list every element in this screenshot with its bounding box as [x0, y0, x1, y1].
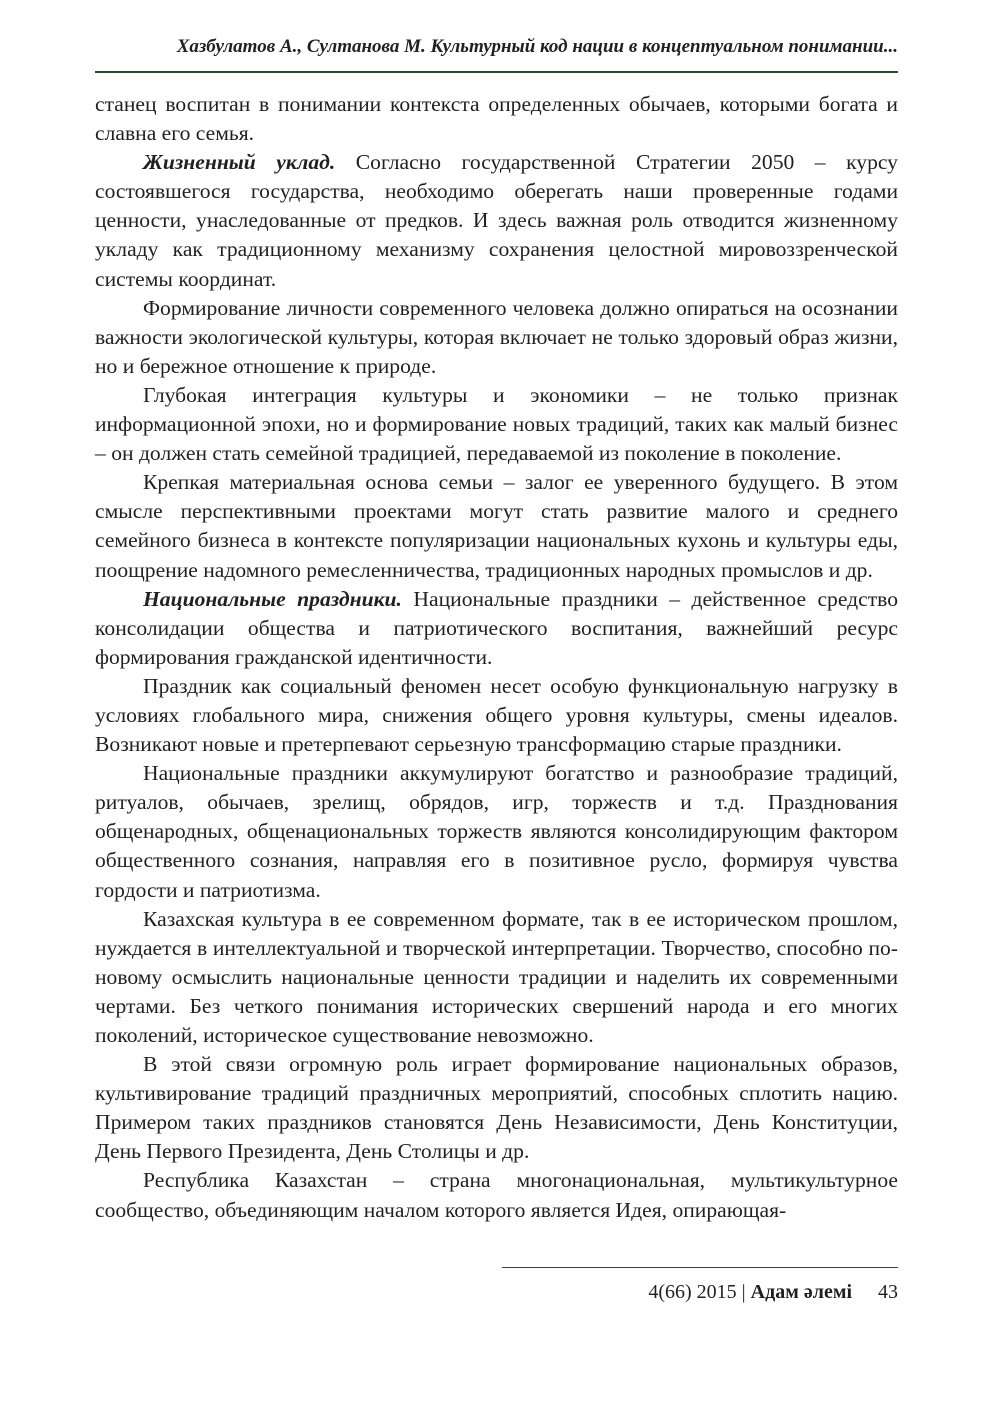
paragraph	[95, 672, 898, 759]
paragraph	[95, 148, 898, 293]
paragraph-text: станец воспитан в понимании контекста определенных обычаев, которыми богата и славна его семья.	[95, 92, 898, 146]
paragraph	[95, 90, 898, 148]
section-lead: Национальные праздники.	[143, 586, 402, 611]
paragraph-text: В этой связи огромную роль играет формирование национальных образов, культивирование традиций праздничных мероприятий, способных сплотить нацию. Примером таких праздников становятся День Независимости, День Конституции, День Первого Президента, День Столицы и др.	[95, 1052, 898, 1164]
paragraph	[95, 468, 898, 584]
paragraph	[95, 294, 898, 381]
article-body	[95, 90, 898, 1225]
footer-divider	[502, 1267, 898, 1268]
paragraph-text: Праздник как социальный феномен несет особую функциональную нагрузку в условиях глобального мира, снижения общего уровня культуры, смены идеалов. Возникают новые и претерпевают серьезную трансформацию старые праздники.	[95, 673, 898, 757]
page-footer	[502, 1278, 898, 1306]
paragraph-text: Крепкая материальная основа семьи – залог ее уверенного будущего. В этом смысле перспективными проектами могут стать развитие малого и среднего семейного бизнеса в контексте популяризации национальных кухонь и культуры еды, поощрение надомного ремесленничества, традиционных народных промыслов и др.	[95, 470, 898, 582]
paragraph-text: Согласно государственной Стратегии 2050 – курсу состоявшегося государства, необходимо оберегать наши проверенные годами ценности, унаследованные от предков. И здесь важная роль отводится жизненному укладу как традиционному механизму сохранения целостной мировоззренческой системы координат.	[95, 150, 898, 291]
section-lead: Жизненный уклад.	[143, 150, 336, 175]
paragraph	[95, 585, 898, 672]
paragraph	[95, 759, 898, 904]
paragraph	[95, 1166, 898, 1224]
issue-number: 4(66) 2015 |	[648, 1281, 751, 1303]
header-divider	[95, 71, 898, 73]
paragraph	[95, 381, 898, 468]
running-header	[95, 34, 898, 60]
running-title: Хазбулатов А., Султанова М. Культурный код нации в концептуальном понимании...	[176, 36, 898, 57]
page-number: 43	[878, 1281, 898, 1303]
journal-title: Адам әлемі	[750, 1281, 852, 1303]
paragraph-text: Формирование личности современного человека должно опираться на осознании важности экологической культуры, которая включает не только здоровый образ жизни, но и бережное отношение к природе.	[95, 295, 898, 378]
paragraph-text: Глубокая интеграция культуры и экономики – не только признак информационной эпохи, но и формирование новых традиций, таких как малый бизнес – он должен стать семейной традицией, передаваемой из поколение в поколение.	[95, 382, 898, 466]
paragraph	[95, 905, 898, 1050]
paragraph-text: Республика Казахстан – страна многонациональная, мультикультурное сообщество, объединяющим началом которого является Идея, опирающая-	[95, 1168, 898, 1222]
paragraph-text: Национальные праздники аккумулируют богатство и разнообразие традиций, ритуалов, обычаев, зрелищ, обрядов, игр, торжеств и т.д. Празднования общенародных, общенациональных торжеств являются консолидирующим фактором общественного сознания, направляя его в позитивное русло, формируя чувства гордости и патриотизма.	[95, 761, 898, 902]
paragraph	[95, 1050, 898, 1166]
paragraph-text: Национальные праздники – действенное средство консолидации общества и патриотического воспитания, важнейший ресурс формирования гражданской идентичности.	[95, 586, 899, 669]
paragraph-text: Казахская культура в ее современном формате, так в ее историческом прошлом, нуждается в интеллектуальной и творческой интерпретации. Творчество, способно по-новому осмыслить национальные ценности традиции и наделить их современными чертами. Без четкого понимания исторических свершений народа и его многих поколений, историческое существование невозможно.	[95, 906, 898, 1047]
